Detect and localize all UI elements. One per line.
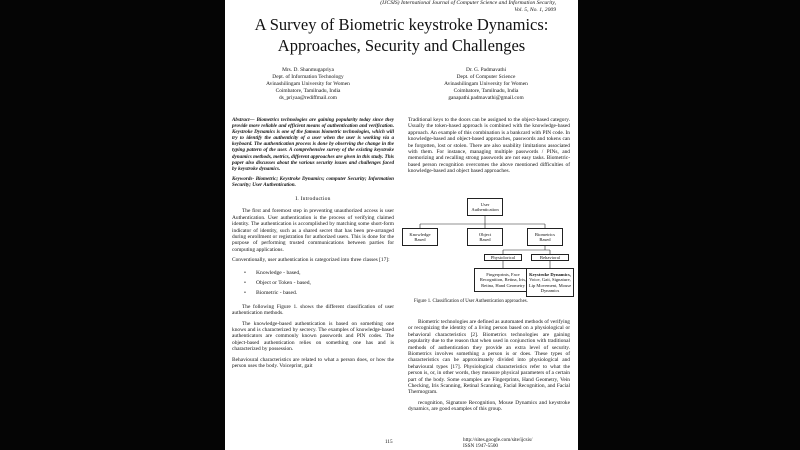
bullet-icon: •: [244, 269, 246, 276]
intro-paragraph-3: The following Figure 1. shows the different classification of user authentication methods.: [232, 303, 394, 317]
figure-1: [400, 196, 570, 306]
keywords: Keywords- Biometric; Keystroke Dynamics; computer Security; Information Security; User Authentication.: [232, 175, 394, 188]
node-user-authentication: User Authentication: [467, 198, 503, 216]
footer-info: [463, 437, 532, 449]
left-column: [232, 117, 394, 373]
author-dept: Dept. of Computer Science: [456, 73, 516, 80]
author-city: Coimbatore, Tamilnadu, India: [453, 87, 519, 94]
auth-class-list: [232, 268, 394, 298]
node-physiological-examples: Fingerprints, Face Recognition, Retina, Iris, Retina, Hand Geometry: [474, 268, 532, 292]
author-name: Dr. G. Padmavathi: [465, 67, 507, 73]
paper-page: [225, 0, 578, 450]
intro-paragraph-1: The first and foremost step in preventing unauthorized access is user Authentication. User authentication is the process of verifying claimed identity. The authentication is accomplished by matching some short-form indicator of identity, such as a shared secret that has been pre-arranged during enrollment or registration for authorized users. This is done for the purpose of performing trusted communications between parties for computing applications.: [232, 208, 394, 253]
author-email: ganapathi.padmavathi@gmail.com: [448, 94, 524, 101]
list-item: • Biometric - based.: [244, 289, 298, 296]
node-behavioral: Behavioral: [531, 254, 569, 261]
paper-title: [225, 14, 578, 56]
section-heading-introduction: I. Introduction: [295, 196, 331, 203]
author-dept: Dept. of Information Technology: [272, 73, 344, 80]
right-paragraph-1: Traditional keys to the doors can be assigned to the object-based category. Usually the token-based approach is combined with the knowledge-based approach. An example of this combination is a bankcard with PIN code. In knowledge-based and object-based approaches, passwords and tokens can be forgotten, lost or stolen. There are also usability limitations associated with them. For instance, managing multiple passwords / PINs, and memorizing and recalling strong passwords are not easy tasks. Biometric-based person recognition overcomes the above mentioned difficulties of knowledge-based and object based approaches.: [408, 117, 570, 175]
author-university: Avinashilingam University for Women: [266, 80, 350, 87]
list-item: • Object or Token - based,: [244, 279, 311, 286]
journal-header-line1: (IJCSIS) International Journal of Computer Science and Information Security,: [380, 0, 556, 6]
node-object-based: Object Based: [467, 228, 503, 246]
author-university: Avinashilingam University for Women: [444, 80, 528, 87]
intro-paragraph-2: Conventionally, user authentication is categorized into three classes [17]:: [232, 257, 390, 264]
author-email: ds_priyaa@rediffmail.com: [278, 94, 337, 101]
author-name: Mrs. D. Shanmugapriya: [282, 67, 334, 73]
intro-paragraph-4: The knowledge-based authentication is based on something one knows and is characterized by secrecy. The examples of knowledge-based authenticators are commonly known passwords and PIN codes. The object-based authentication relies on something one has and is characterized by possession.: [232, 320, 394, 353]
figure-caption: Figure 1. Classification of User Authentication approaches.: [414, 299, 528, 304]
right-column-bottom: [408, 319, 570, 417]
footer-issn: ISSN 1947-5500: [463, 443, 499, 449]
bullet-icon: •: [244, 289, 246, 296]
right-paragraph-2: Biometric technologies are defined as automated methods of verifying or recognizing the identity of a living person based on a physiological or behavioral characteristics [2]. Biometrics technologies are gaining popularity due to the reason that when used in conjunction with traditional methods of authentication they provide an extra level of security. Biometrics involves something a person is or does. These types of characteristics can be approximately divided into physiological and behavioural types [17]. Physiological characteristics refer to what the person is, or, in other words, they measure physical parameters of a certain part of the body. Some examples are Fingerprints, Hand Geometry, Vein Checking, Iris Scanning, Retinal Scanning, Facial Recognition, and Facial Thermogram.: [408, 319, 570, 396]
right-paragraph-3: recognition, Signature Recognition, Mouse Dynamics and keystroke dynamics, are good examples of this group.: [408, 399, 570, 413]
right-column-top: [408, 117, 570, 179]
list-item: • Knowledge - based,: [244, 269, 301, 276]
title-line2: Approaches, Security and Challenges: [277, 36, 526, 55]
author-city: Coimbatore, Tamilnadu, India: [275, 87, 341, 94]
footer-url: http://sites.google.com/site/ijcsis/: [463, 437, 533, 443]
node-knowledge-based: Knowledge Based: [402, 228, 438, 246]
abstract: Abstract— Biometrics technologies are gaining popularity today since they provide more reliable and efficient means of authentication and verification. Keystroke Dynamics is one of the famous biometric technologies, which will try to identify the authenticity of a user when the user is working via a keyboard. The authentication process is done by observing the change in the typing pattern of the user. A comprehensive survey of the existing keystroke dynamics methods, metrics, different approaches are given in this study. This paper also discusses about the various security issues and challenges faced by keystroke dynamics.: [232, 117, 394, 172]
node-physiological: Physiolorical: [484, 254, 522, 261]
title-line1: A Survey of Biometric keystroke Dynamics:: [254, 15, 549, 34]
author-block-1: [233, 67, 383, 102]
journal-header-line2: Vol. 5, No. 1, 2009: [514, 6, 556, 13]
author-block-2: [411, 67, 561, 102]
bullet-icon: •: [244, 279, 246, 286]
journal-header: [256, 0, 556, 13]
node-behavioral-examples: Keystroke Dynamics, Voice, Gait, Signature, Lip Movement, Mouse Dynamics: [526, 268, 574, 297]
page-number: 115: [385, 439, 393, 445]
intro-paragraph-5: Behavioural characteristics are related to what a person does, or how the person uses the body. Voiceprint, gait: [232, 356, 394, 369]
node-biometrics-based: Biometrics Based: [527, 228, 563, 246]
